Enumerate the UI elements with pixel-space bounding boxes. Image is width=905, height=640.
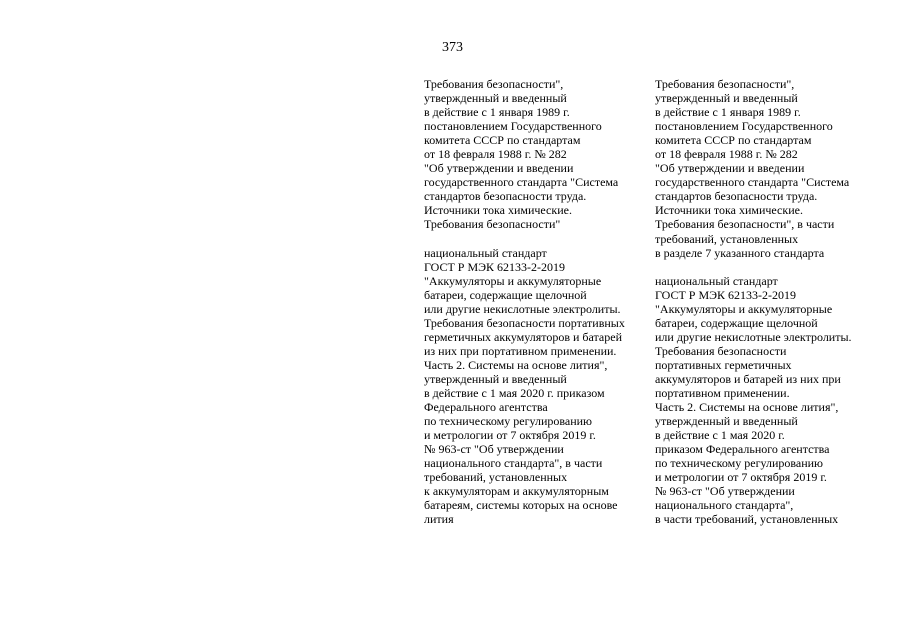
text-line: ГОСТ Р МЭК 62133-2-2019 xyxy=(424,259,566,274)
text-line: стандартов безопасности труда. xyxy=(424,189,587,204)
text-line: утвержденный и введенный xyxy=(424,371,567,386)
text-line: Требования безопасности", в части xyxy=(655,217,835,232)
text-line: Требования безопасности портативных xyxy=(424,315,625,330)
page-number: 373 xyxy=(442,40,463,55)
text-line: "Об утверждении и введении xyxy=(655,161,805,176)
text-line: Требования безопасности", xyxy=(424,77,564,91)
text-line: национального стандарта", в части xyxy=(424,456,603,471)
right-column xyxy=(655,77,890,527)
text-line: и метрологии от 7 октября 2019 г. xyxy=(655,470,827,485)
text-line: № 963-ст "Об утверждении xyxy=(424,442,564,457)
text-line: по техническому регулированию xyxy=(655,456,824,471)
text-line: в разделе 7 указанного стандарта xyxy=(655,245,825,260)
text-line: в действие с 1 января 1989 г. xyxy=(655,105,801,120)
text-line: герметичных аккумуляторов и батарей xyxy=(424,329,623,344)
text-line: портативном применении. xyxy=(655,386,790,401)
text-line: или другие некислотные электролиты. xyxy=(655,329,852,344)
text-line: к аккумуляторам и аккумуляторным xyxy=(424,484,609,499)
text-line: Источники тока химические. xyxy=(655,203,803,218)
text-line: батареи, содержащие щелочной xyxy=(424,287,587,302)
text-line: ГОСТ Р МЭК 62133-2-2019 xyxy=(655,287,797,302)
text-line: портативных герметичных xyxy=(655,357,792,372)
text-line: стандартов безопасности труда. xyxy=(655,189,818,204)
text-line xyxy=(655,260,890,274)
text-line: требований, установленных xyxy=(655,231,799,246)
text-line: Часть 2. Системы на основе лития", xyxy=(655,400,839,415)
text-line: Требования безопасности", xyxy=(655,77,795,91)
text-line: или другие некислотные электролиты. xyxy=(424,301,621,316)
text-line: по техническому регулированию xyxy=(424,414,593,429)
text-line: из них при портативном применении. xyxy=(424,343,617,358)
text-line: лития xyxy=(424,512,454,527)
text-line: и метрологии от 7 октября 2019 г. xyxy=(424,428,596,443)
text-line: комитета СССР по стандартам xyxy=(424,133,581,148)
text-line: требований, установленных xyxy=(424,470,568,485)
text-line: "Об утверждении и введении xyxy=(424,161,574,176)
text-line xyxy=(424,232,649,246)
text-line: государственного стандарта "Система xyxy=(424,175,619,190)
text-line: национального стандарта", xyxy=(655,498,794,513)
text-line: от 18 февраля 1988 г. № 282 xyxy=(655,147,798,162)
text-line: в действие с 1 мая 2020 г. приказом xyxy=(424,386,605,401)
text-line: национальный стандарт xyxy=(655,273,778,288)
text-line: батареи, содержащие щелочной xyxy=(655,315,818,330)
text-line: Требования безопасности xyxy=(655,343,787,358)
text-line: постановлением Государственного xyxy=(655,119,833,134)
text-line: в части требований, установленных xyxy=(655,512,839,527)
text-line: утвержденный и введенный xyxy=(655,414,798,429)
text-line: постановлением Государственного xyxy=(424,119,602,134)
text-line: государственного стандарта "Система xyxy=(655,175,850,190)
text-line: Часть 2. Системы на основе лития", xyxy=(424,357,608,372)
text-line: Требования безопасности" xyxy=(424,217,561,232)
text-line: батареям, системы которых на основе xyxy=(424,498,618,513)
text-line: в действие с 1 января 1989 г. xyxy=(424,105,570,120)
text-line: утвержденный и введенный xyxy=(424,91,567,106)
text-line: аккумуляторов и батарей из них при xyxy=(655,371,841,386)
text-line: комитета СССР по стандартам xyxy=(655,133,812,148)
text-line: в действие с 1 мая 2020 г. xyxy=(655,428,785,443)
text-line: Федерального агентства xyxy=(424,400,548,415)
left-column xyxy=(424,77,649,527)
text-line: от 18 февраля 1988 г. № 282 xyxy=(424,147,567,162)
text-line: "Аккумуляторы и аккумуляторные xyxy=(655,301,833,316)
text-line: приказом Федерального агентства xyxy=(655,442,830,457)
text-line: № 963-ст "Об утверждении xyxy=(655,484,795,499)
text-line: национальный стандарт xyxy=(424,245,547,260)
text-line: "Аккумуляторы и аккумуляторные xyxy=(424,273,602,288)
text-line: утвержденный и введенный xyxy=(655,91,798,106)
text-line: Источники тока химические. xyxy=(424,203,572,218)
